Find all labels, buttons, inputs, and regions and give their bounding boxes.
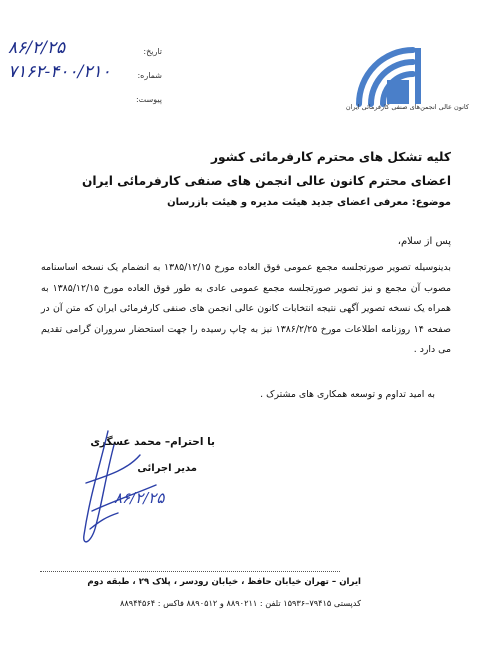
logo-bar [415, 48, 421, 104]
footer-address: ایران – تهران خیابان حافظ ، خیابان رودسر ، پلاک ۲۹ ، طبقه دوم [87, 577, 361, 587]
handwritten-signature [70, 425, 190, 555]
meta-date-value: ۸۶/۲/۲۵ [8, 38, 66, 58]
logo-block [387, 80, 409, 104]
signature-stroke-4 [90, 513, 118, 529]
meta-date-label: تاریخ: [143, 47, 162, 56]
letter-body: بدینوسیله تصویر صورتجلسه مجمع عمومی فوق العاده مورخ ۱۳۸۵/۱۲/۱۵ به انضمام یک نسخه اساسنامه مصوب آن مجمع و نیز تصویر صورتجلسه مجمع عمومی عادی به طور فوق العاده مورخ ۱۳۸۵/۱۲/۱۵ به همراه یک نسخه تصویر آگهی نتیجه انتخابات کانون عالی انجمن های صنفی کارفرمائی ایران که متن آن در صفحه ۱۴ روزنامه اطلاعات مورخ ۱۳۸۶/۲/۲۵ نیز به چاپ رسیده را جهت استحضار سروران گرامی تقدیم می دارد . [41, 262, 451, 355]
meta-attachment-label: پیوست: [135, 95, 162, 104]
addressee-line-1: کلیه تشکل های محترم کارفرمائی کشور [210, 150, 451, 164]
meta-date-row [8, 36, 168, 60]
signature-stroke-2 [86, 455, 140, 483]
signature-date: ۸۶/۲/۲۵ [114, 489, 165, 507]
letter-closing: به امید تداوم و توسعه همکاری های مشترک . [260, 389, 435, 400]
letter-greeting: پس از سلام، [397, 236, 451, 247]
signoff-name: با احترام– محمد عسگری [90, 436, 215, 448]
signature-stroke-1 [84, 431, 114, 542]
organization-logo [343, 40, 453, 112]
letter-meta [8, 36, 168, 108]
meta-number-label: شماره: [137, 71, 162, 80]
footer-contact: کدپستی ۷۹۴۱۵–۱۵۹۳۶ تلفن : ۸۸۹۰۲۱۱ و ۸۸۹۰۵۱۲ فاکس : ۸۸۹۴۴۵۶۴ [120, 598, 361, 608]
meta-number-row [8, 60, 168, 84]
logo-caption: کانون عالی انجمن‌های صنفی کارفرمائی ایران [345, 103, 469, 111]
meta-number-value: ۷۱۶۲-۴۰۰/۲۱۰ [8, 62, 111, 82]
letter-subject: موضوع: معرفی اعضای جدید هیئت مدیره و هیئت بازرسان [167, 197, 451, 208]
meta-attachment-row [8, 84, 168, 108]
addressee-line-2: اعضای محترم کانون عالی انجمن های صنفی کارفرمائی ایران [81, 174, 451, 188]
footer-divider [40, 571, 340, 572]
signoff-position: مدیر اجرائی [137, 463, 197, 474]
